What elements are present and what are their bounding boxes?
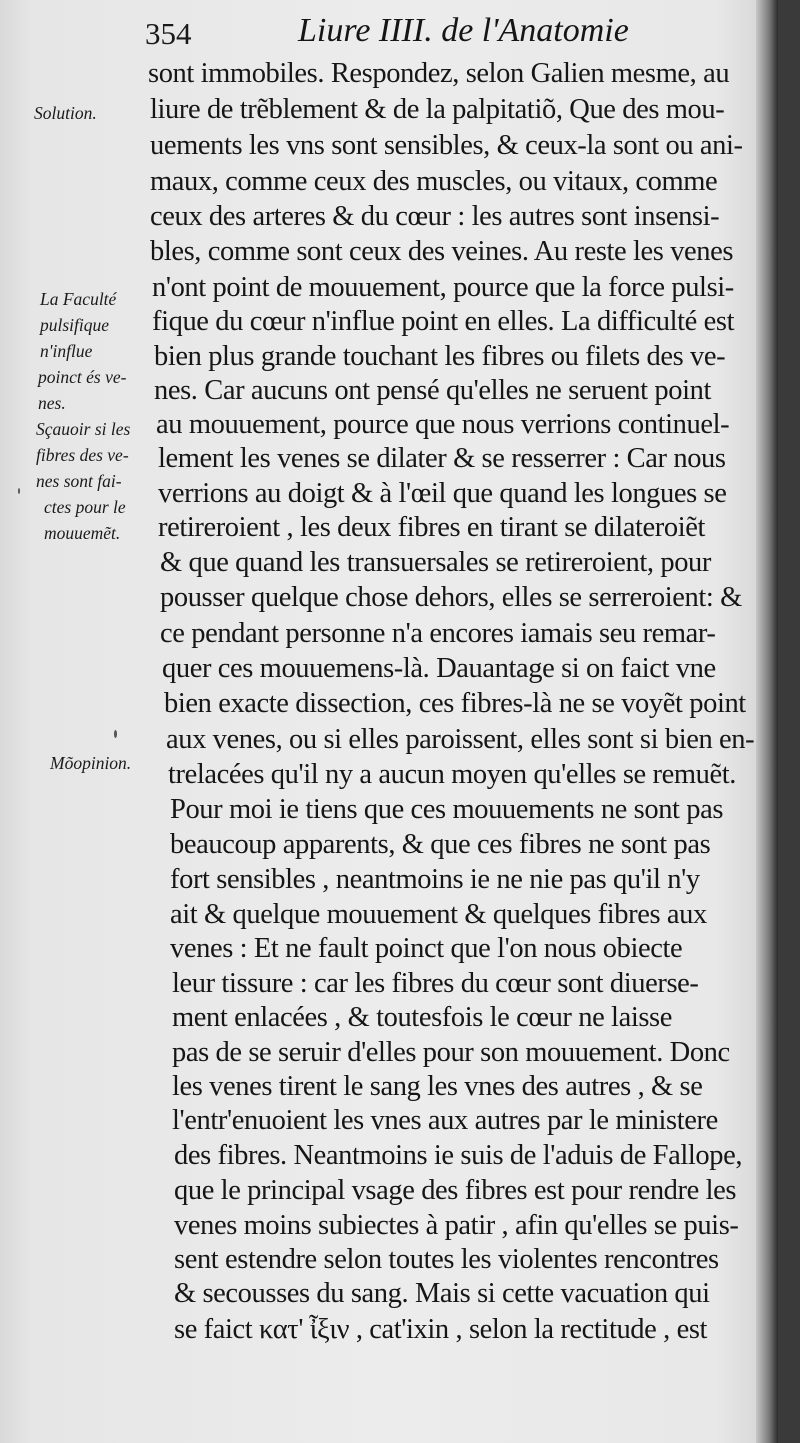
text-line: sent estendre selon toutes les violentes rencontres	[174, 1244, 719, 1275]
text-line: trelacées qu'il ny a aucun moyen qu'elles se remuẽt.	[168, 759, 736, 790]
text-line: beaucoup apparents, & que ces fibres ne sont pas	[170, 829, 711, 860]
margin-note-scauoir: ctes pour le	[44, 497, 126, 517]
margin-note-faculte: n'influe	[40, 341, 93, 361]
running-title: Liure IIII. de l'Anatomie	[298, 12, 629, 49]
text-line: pousser quelque chose dehors, elles se serreroient: &	[160, 582, 742, 613]
text-line: Pour moi ie tiens que ces mouuements ne sont pas	[170, 794, 724, 825]
text-line: lement les venes se dilater & se resserrer : Car nous	[158, 443, 726, 474]
text-line: l'entr'enuoient les vnes aux autres par le ministere	[172, 1105, 718, 1136]
text-line: n'ont point de mouuement, pource que la force pulsi-	[152, 272, 734, 303]
text-line: ait & quelque mouuement & quelques fibres aux	[170, 899, 707, 930]
margin-note-solution: Solution.	[34, 103, 97, 123]
text-line: retireroient , les deux fibres en tirant se dilateroiẽt	[158, 512, 705, 543]
text-line: maux, comme ceux des muscles, ou vitaux, comme	[150, 166, 718, 197]
ink-speck	[18, 488, 20, 494]
margin-note-scauoir: mouuemẽt.	[44, 523, 121, 543]
text-line: des fibres. Neantmoins ie suis de l'aduis de Fallope,	[174, 1140, 743, 1171]
page-header	[0, 6, 778, 54]
text-line: les venes tirent le sang les vnes des autres , & se	[172, 1071, 703, 1102]
text-line: venes moins subiectes à patir , afin qu'elles se puis-	[174, 1210, 739, 1241]
text-line: verrions au doigt & à l'œil que quand les longues se	[158, 478, 727, 509]
text-line: bles, comme sont ceux des veines. Au reste les venes	[150, 236, 734, 267]
text-line: au mouuement, pource que nous verrions continuel-	[156, 409, 730, 440]
text-line: fique du cœur n'influe point en elles. La difficulté est	[152, 306, 735, 337]
text-line: pas de se seruir d'elles pour son mouuement. Donc	[172, 1037, 730, 1068]
text-line: & secousses du sang. Mais si cette vacuation qui	[174, 1278, 710, 1309]
text-line: bien plus grande touchant les fibres ou filets des ve-	[154, 341, 726, 372]
text-line: ment enlacées , & toutesfois le cœur ne laisse	[172, 1002, 672, 1033]
page-number: 354	[145, 16, 192, 51]
text-line: liure de trẽblement & de la palpitatiõ, Que des mou-	[150, 94, 725, 125]
text-line: sont immobiles. Respondez, selon Galien mesme, au	[148, 58, 730, 89]
margin-note-faculte: La Faculté	[40, 289, 117, 309]
ink-speck	[114, 730, 117, 738]
margin-note-scauoir: fibres des ve-	[36, 445, 129, 465]
text-line: bien exacte dissection, ces fibres-là ne se voyẽt point	[164, 688, 746, 719]
text-line: aux venes, ou si elles paroissent, elles sont si bien en-	[166, 724, 755, 755]
text-line: quer ces mouuemens-là. Dauantage si on faict vne	[162, 653, 716, 684]
text-line: & que quand les transuersales se retireroient, pour	[160, 547, 711, 578]
margin-note-mon-opinion: Mõopinion.	[50, 753, 132, 773]
margin-note-faculte: pulsifique	[40, 315, 110, 335]
page-edge-shadow	[756, 0, 778, 1443]
margin-note-faculte: poinct és ve-	[38, 367, 127, 387]
text-line: ceux des arteres & du cœur : les autres sont insensi-	[150, 201, 720, 232]
text-line: fort sensibles , neantmoins ie ne nie pas qu'il n'y	[170, 864, 700, 895]
text-line: ce pendant personne n'a encores iamais seu remar-	[160, 618, 716, 649]
text-line: venes : Et ne fault poinct que l'on nous obiecte	[170, 933, 683, 964]
margin-note-scauoir: Sçauoir si les	[36, 419, 131, 439]
text-line: se faict κατ' ἶξιν , cat'ixin , selon la rectitude , est	[174, 1314, 708, 1345]
text-line: nes. Car aucuns ont pensé qu'elles ne seruent point	[154, 375, 711, 406]
text-line: que le principal vsage des fibres est pour rendre les	[174, 1175, 737, 1206]
text-line: uements les vns sont sensibles, & ceux-la sont ou ani-	[150, 130, 743, 161]
margin-note-faculte: nes.	[38, 393, 66, 413]
margin-note-scauoir: nes sont fai-	[36, 471, 122, 491]
text-line: leur tissure : car les fibres du cœur sont diuerse-	[172, 968, 699, 999]
